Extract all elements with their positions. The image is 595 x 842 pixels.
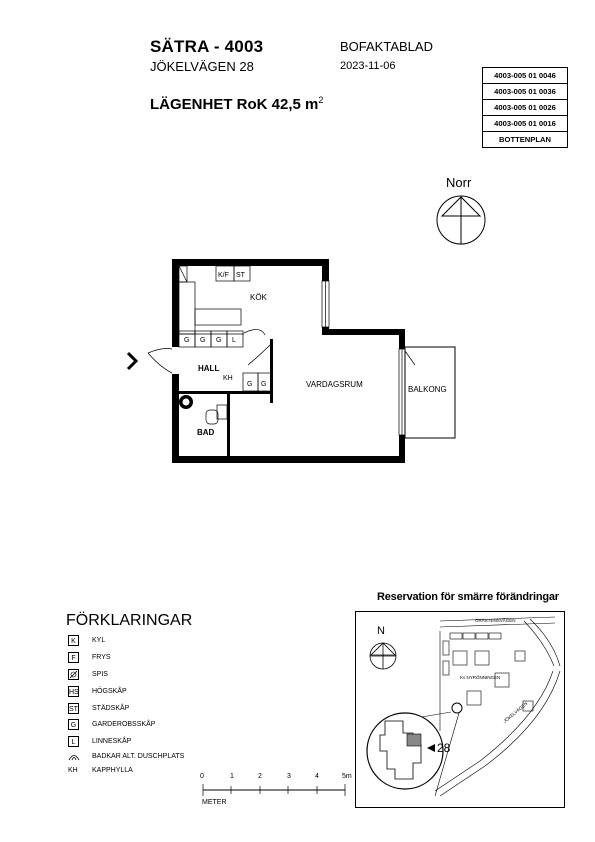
room-label-hall: HALL <box>198 364 220 373</box>
legend-symbol: F <box>68 652 79 663</box>
floor-plan <box>120 255 465 465</box>
wall <box>270 339 273 393</box>
scale-tick: 3 <box>287 773 291 780</box>
legend-label: KYL <box>92 637 106 644</box>
fixture-label-g: G <box>261 381 267 388</box>
legend-label: SPIS <box>92 671 108 678</box>
wall <box>179 391 271 394</box>
scale-unit: METER <box>202 799 227 806</box>
wall <box>172 456 405 463</box>
map-street-label: JÖKELVÄGEN <box>502 700 529 724</box>
wall <box>172 374 179 463</box>
highlighted-building <box>407 734 421 746</box>
scale-bar <box>198 782 350 798</box>
compass-label: Norr <box>446 175 472 190</box>
floor-label: BOTTENPLAN <box>499 135 551 144</box>
scale-tick: 2 <box>258 773 262 780</box>
site-map <box>355 611 565 808</box>
scale-tick: 0 <box>200 773 204 780</box>
object-codes-box <box>482 67 568 148</box>
fixture-label-g: G <box>247 381 253 388</box>
apartment-sup: 2 <box>318 95 324 105</box>
fixture-label-l: L <box>232 337 236 344</box>
legend-title: FÖRKLARINGAR <box>66 612 193 629</box>
wall <box>270 393 273 403</box>
scale-tick: 1 <box>230 773 234 780</box>
fixture-label-g: G <box>184 337 190 344</box>
map-street-label: GRÄSTENSVÄGEN <box>475 618 516 623</box>
room-label-balkong: BALKONG <box>408 385 447 394</box>
object-code: 4003-005 01 0026 <box>483 100 567 116</box>
document-date: 2023-11-06 <box>340 60 396 72</box>
legend-label: HÖGSKÅP <box>92 688 127 695</box>
document-type: BOFAKTABLAD <box>340 39 433 54</box>
apartment-label: LÄGENHET RoK 42,5 m <box>150 96 319 113</box>
entrance-arrow-icon <box>128 353 136 369</box>
scale-tick: 4 <box>315 773 319 780</box>
shower-icon <box>68 751 80 761</box>
room-label-bad: BAD <box>197 428 215 437</box>
scale-tick: 5m <box>342 773 352 780</box>
legend-symbol: K <box>68 635 79 646</box>
legend-label: GARDEROBSSKÅP <box>92 721 156 728</box>
toilet <box>206 410 218 424</box>
map-area-label: Kv NYRÖNNINGEN <box>460 675 501 680</box>
wall <box>172 259 329 266</box>
reservation-note: Reservation för smärre förändringar <box>377 591 559 603</box>
legend-symbol: HS <box>68 686 79 697</box>
fixture-label-kh: KH <box>223 375 233 382</box>
fixture-label-g: G <box>216 337 222 344</box>
wall <box>227 393 230 456</box>
map-house-number: 28 <box>437 741 451 755</box>
room-label-vardagsrum: VARDAGSRUM <box>306 380 363 389</box>
fixture-label-g: G <box>200 337 206 344</box>
room-label-kok: KÖK <box>250 293 267 302</box>
fixture-label-st: ST <box>236 272 245 279</box>
legend-label: FRYS <box>92 654 111 661</box>
sink <box>217 405 227 419</box>
legend-symbol: G <box>68 719 79 730</box>
legend-label: KAPPHYLLA <box>92 767 133 774</box>
legend-symbol: L <box>68 736 79 747</box>
wall <box>322 329 405 335</box>
legend-label: STÄDSKÅP <box>92 705 130 712</box>
legend-label: BADKAR ALT. DUSCHPLATS <box>92 753 185 760</box>
property-title: SÄTRA - 4003 <box>150 37 264 56</box>
wall <box>322 259 329 281</box>
legend-symbol: ST <box>68 703 79 714</box>
apartment-title <box>150 95 323 113</box>
map-north-label: N <box>377 625 385 637</box>
compass-icon <box>433 192 489 248</box>
object-code: 4003-005 01 0036 <box>483 84 567 100</box>
wall <box>172 259 179 347</box>
legend-symbol: KH <box>68 767 78 774</box>
legend-label: LINNESKÅP <box>92 738 132 745</box>
object-code: 4003-005 01 0046 <box>483 68 567 84</box>
object-code: 4003-005 01 0016 <box>483 116 567 132</box>
address: JÖKELVÄGEN 28 <box>150 59 254 74</box>
wall <box>399 329 405 349</box>
fixture-label-kf: K/F <box>218 272 229 279</box>
stove-icon <box>68 669 79 680</box>
